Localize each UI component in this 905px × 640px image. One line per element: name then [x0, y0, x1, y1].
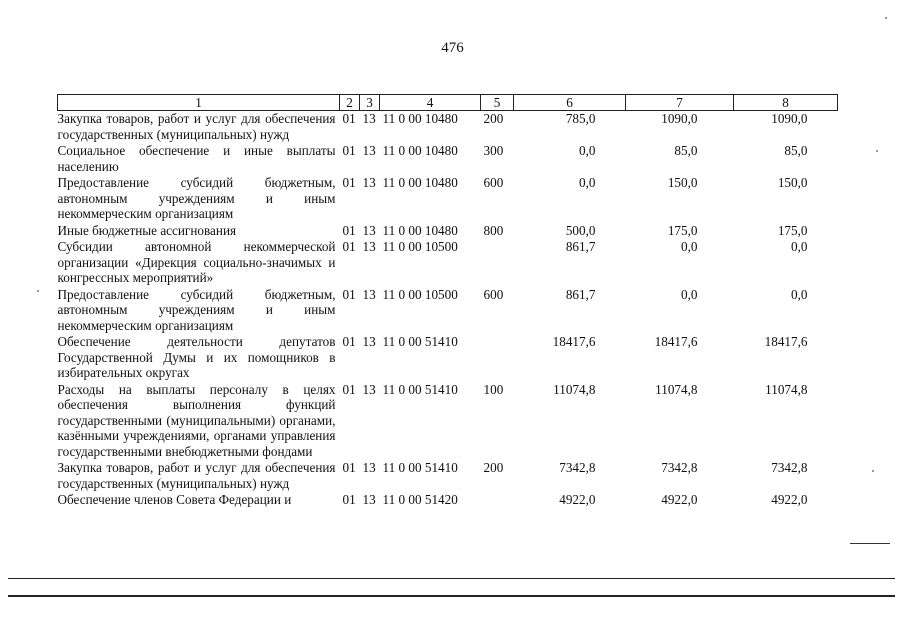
amount-col6-cell: 4922,0 — [559, 492, 596, 507]
header-cell: 6 — [514, 95, 626, 111]
header-cell: 7 — [626, 95, 734, 111]
header-cell: 3 — [360, 95, 380, 111]
row-name-cell: Обеспечение членов Совета Федерации и — [57, 492, 292, 507]
target-article-cell: 11 0 00 51420 — [382, 492, 458, 507]
expense-type-cell — [481, 491, 514, 508]
subsection-cell: 13 — [362, 222, 376, 238]
amount-col7-cell: 150,0 — [667, 175, 698, 190]
amount-col8-cell: 0,0 — [791, 286, 808, 302]
amount-col7-cell: 4922,0 — [661, 492, 698, 507]
expense-type-cell — [481, 238, 514, 286]
amount-col6-cell: 861,7 — [565, 286, 596, 302]
subsection-cell: 13 — [362, 334, 376, 349]
amount-col6-cell: 0,0 — [579, 175, 596, 190]
amount-col6-cell: 500,0 — [565, 222, 596, 238]
expense-type-cell: 300 — [483, 143, 504, 158]
target-article-cell: 11 0 00 51410 — [382, 334, 458, 349]
section-cell: 01 — [342, 239, 356, 254]
amount-col7-cell: 18417,6 — [654, 334, 698, 349]
amount-col6-cell: 861,7 — [565, 239, 596, 254]
expense-type-cell: 800 — [483, 222, 504, 238]
subsection-cell: 13 — [362, 239, 376, 254]
amount-col6-cell: 0,0 — [579, 143, 596, 158]
section-cell: 01 — [342, 143, 356, 158]
amount-col6-cell: 785,0 — [565, 111, 596, 126]
amount-col8-cell: 150,0 — [777, 175, 808, 190]
target-article-cell: 11 0 00 10480 — [382, 111, 458, 126]
row-name-cell: Предоставление субсидий бюджетным, автономным учреждениям и иным некоммерческим организациям — [57, 175, 336, 221]
page-number: 476 — [441, 40, 464, 56]
amount-col7-cell: 0,0 — [681, 286, 698, 302]
expense-type-cell — [481, 333, 514, 381]
target-article-cell: 11 0 00 10480 — [382, 175, 458, 190]
table-row — [58, 238, 838, 286]
amount-col6-cell: 7342,8 — [559, 460, 596, 475]
table-row — [58, 174, 838, 222]
table-row — [58, 286, 838, 334]
target-article-cell: 11 0 00 10480 — [382, 222, 458, 238]
table-row — [58, 222, 838, 239]
section-cell: 01 — [342, 286, 356, 302]
scan-speck — [885, 17, 887, 19]
section-cell: 01 — [342, 381, 356, 397]
row-name-cell: Предоставление субсидий бюджетным, автономным учреждениям и иным некоммерческим организациям — [57, 286, 336, 333]
target-article-cell: 11 0 00 10480 — [382, 143, 458, 158]
amount-col6-cell: 18417,6 — [552, 334, 596, 349]
subsection-cell: 13 — [362, 143, 376, 158]
table-row — [58, 142, 838, 174]
target-article-cell: 11 0 00 51410 — [382, 460, 458, 475]
table-row — [58, 381, 838, 460]
amount-col7-cell: 7342,8 — [661, 460, 698, 475]
amount-col8-cell: 1090,0 — [771, 111, 808, 126]
table-row — [58, 111, 838, 143]
row-name-cell: Закупка товаров, работ и услуг для обеспечения государственных (муниципальных) нужд — [57, 111, 336, 142]
row-name-cell: Расходы на выплаты персоналу в целях обеспечения выполнения функций государственными (муниципальными) органами, казёнными учреждениями, органами управления государственными внебюджетными фондами — [57, 381, 336, 459]
expense-type-cell: 600 — [483, 175, 504, 190]
amount-col7-cell: 175,0 — [667, 222, 698, 238]
amount-col7-cell: 0,0 — [681, 239, 698, 254]
section-cell: 01 — [342, 111, 356, 126]
table-row — [58, 491, 838, 508]
row-name-cell: Социальное обеспечение и иные выплаты населению — [57, 143, 336, 174]
subsection-cell: 13 — [362, 460, 376, 475]
divider-line — [8, 578, 895, 579]
table-row — [58, 333, 838, 381]
amount-col8-cell: 0,0 — [791, 239, 808, 254]
row-name-cell: Субсидии автономной некоммерческой организации «Дирекция социально-значимых и конгрессных мероприятий» — [57, 239, 336, 285]
amount-col8-cell: 7342,8 — [771, 460, 808, 475]
amount-col8-cell: 11074,8 — [765, 381, 808, 397]
amount-col8-cell: 85,0 — [784, 143, 808, 158]
budget-table — [57, 94, 838, 508]
divider-line — [8, 595, 895, 597]
expense-type-cell: 100 — [483, 381, 504, 397]
expense-type-cell: 600 — [483, 286, 504, 302]
section-cell: 01 — [342, 492, 356, 507]
target-article-cell: 11 0 00 10500 — [382, 239, 458, 254]
target-article-cell: 11 0 00 10500 — [382, 286, 458, 302]
subsection-cell: 13 — [362, 111, 376, 126]
amount-col8-cell: 4922,0 — [771, 492, 808, 507]
header-row — [58, 95, 838, 111]
subsection-cell: 13 — [362, 381, 376, 397]
expense-type-cell: 200 — [483, 460, 504, 475]
section-cell: 01 — [342, 334, 356, 349]
section-cell: 01 — [342, 175, 356, 190]
header-cell: 8 — [734, 95, 838, 111]
header-cell: 2 — [340, 95, 360, 111]
expense-type-cell: 200 — [483, 111, 504, 126]
table-row — [58, 459, 838, 491]
scan-speck — [876, 150, 878, 152]
amount-col8-cell: 18417,6 — [764, 334, 808, 349]
target-article-cell: 11 0 00 51410 — [382, 381, 458, 397]
amount-col8-cell: 175,0 — [777, 222, 808, 238]
amount-col7-cell: 1090,0 — [661, 111, 698, 126]
scan-speck — [872, 470, 874, 472]
subsection-cell: 13 — [362, 492, 376, 507]
amount-col7-cell: 85,0 — [674, 143, 698, 158]
header-cell: 1 — [58, 95, 340, 111]
header-cell: 4 — [380, 95, 481, 111]
row-name-cell: Закупка товаров, работ и услуг для обеспечения государственных (муниципальных) нужд — [57, 460, 336, 491]
section-cell: 01 — [342, 460, 356, 475]
subsection-cell: 13 — [362, 286, 376, 302]
amount-col6-cell: 11074,8 — [553, 381, 596, 397]
divider-line — [850, 543, 890, 544]
header-cell: 5 — [481, 95, 514, 111]
amount-col7-cell: 11074,8 — [655, 381, 698, 397]
subsection-cell: 13 — [362, 175, 376, 190]
row-name-cell: Обеспечение деятельности депутатов Государственной Думы и их помощников в избирательных округах — [57, 334, 336, 380]
section-cell: 01 — [342, 222, 356, 238]
row-name-cell: Иные бюджетные ассигнования — [57, 222, 237, 238]
scan-speck — [37, 290, 39, 292]
